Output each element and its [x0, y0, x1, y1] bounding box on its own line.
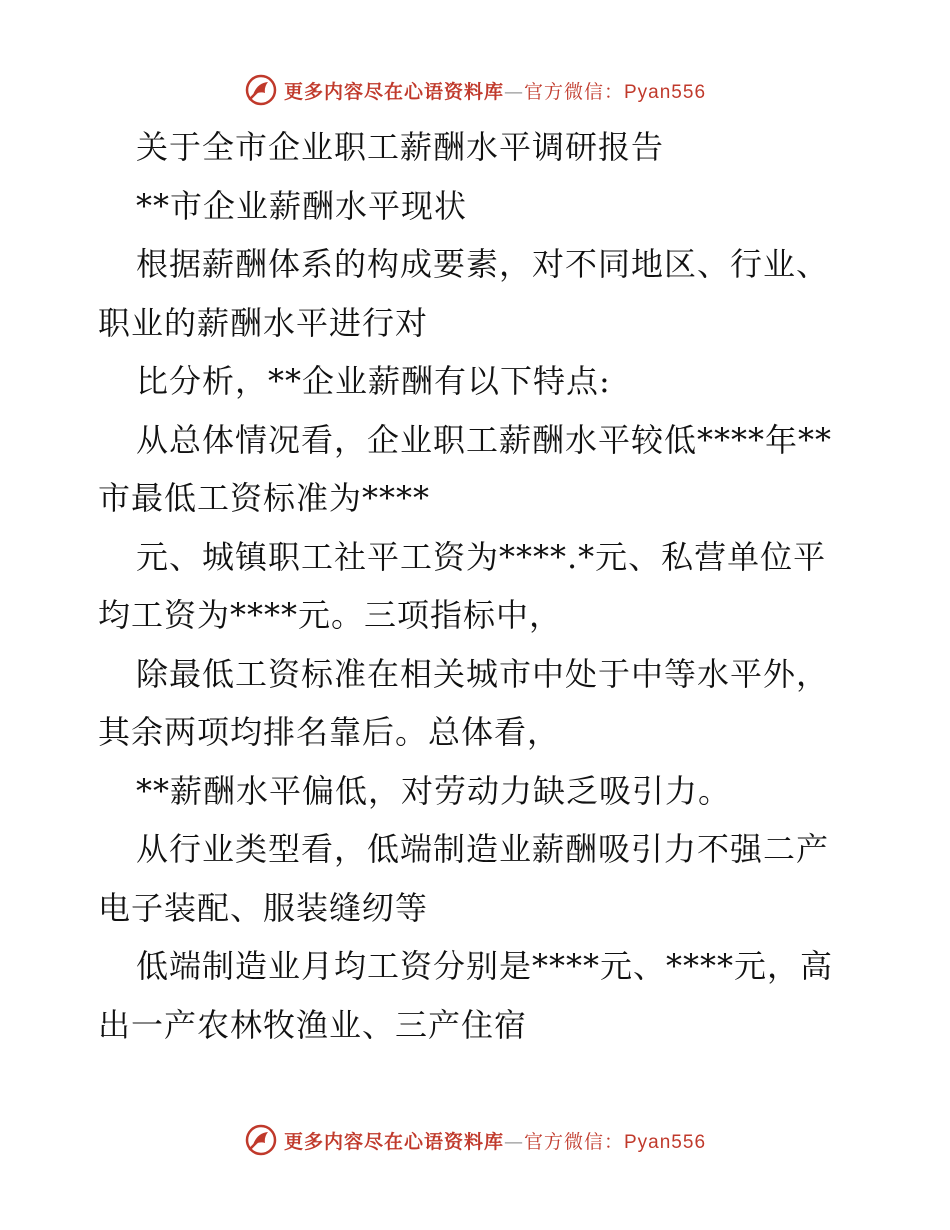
text-line: 根据薪酬体系的构成要素，对不同地区、行业、: [136, 245, 830, 283]
header-banner-inner: [244, 73, 706, 107]
banner-text: [284, 1127, 706, 1154]
text-line: **薪酬水平偏低，对劳动力缺乏吸引力。: [136, 771, 732, 810]
banner-wechat: 官方微信：Pyan556: [524, 81, 707, 103]
text-line: **市企业薪酬水平现状: [136, 186, 468, 225]
logo-icon: [244, 73, 278, 107]
banner-dash: —: [504, 1130, 524, 1153]
header-banner: [0, 70, 950, 110]
banner-title: 更多内容尽在心语资料库: [283, 1130, 504, 1153]
logo-icon: [244, 1123, 278, 1157]
banner-wechat: 官方微信：Pyan556: [524, 1131, 707, 1153]
banner-dash: —: [504, 80, 524, 103]
text-line: 出一产农林牧渔业、三产住宿: [98, 1005, 528, 1044]
text-line: 元、城镇职工社平工资为****.*元、私营单位平: [136, 537, 827, 576]
text-line: 低端制造业月均工资分别是****元、****元，高: [136, 947, 834, 985]
document-body: [98, 118, 858, 1054]
text-line: 市最低工资标准为****: [98, 479, 431, 517]
banner-text: [284, 77, 706, 104]
text-line: 比分析，**企业薪酬有以下特点:: [136, 362, 611, 400]
text-line: 关于全市企业职工薪酬水平调研报告: [136, 128, 665, 166]
text-line: 均工资为****元。三项指标中，: [98, 596, 563, 634]
banner-title: 更多内容尽在心语资料库: [283, 80, 504, 103]
text-line: 电子装配、服装缝纫等: [98, 888, 429, 927]
text-line: 从行业类型看，低端制造业薪酬吸引力不强二产: [136, 830, 830, 868]
text-line: 职业的薪酬水平进行对: [98, 303, 429, 342]
footer-banner-inner: [244, 1123, 706, 1157]
text-line: 从总体情况看，企业职工薪酬水平较低****年**: [136, 420, 833, 459]
text-line: 其余两项均排名靠后。总体看，: [98, 713, 561, 751]
footer-banner: [0, 1120, 950, 1160]
text-line: 除最低工资标准在相关城市中处于中等水平外，: [136, 654, 830, 693]
